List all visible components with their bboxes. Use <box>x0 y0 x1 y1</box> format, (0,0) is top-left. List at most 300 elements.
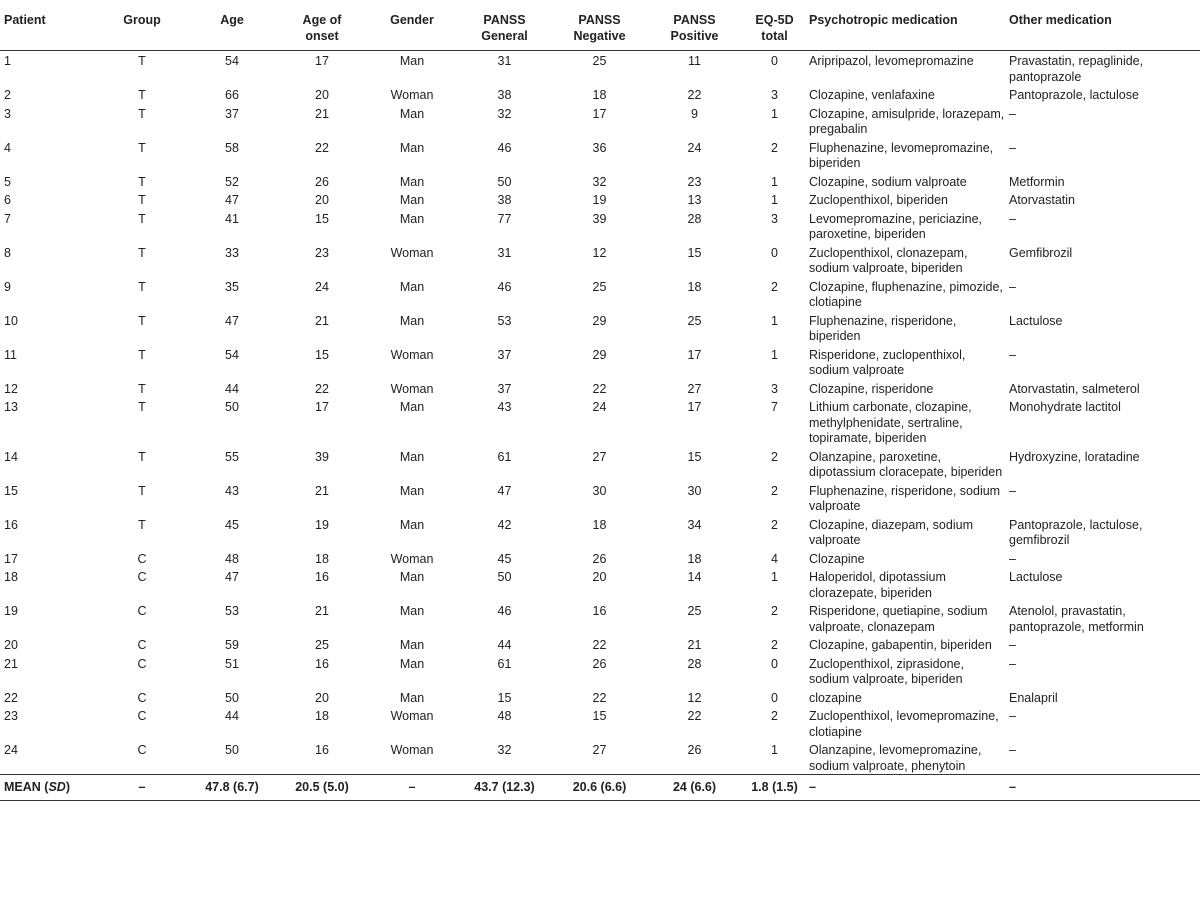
header-eq5d-total: EQ-5D total <box>755 13 794 43</box>
cell-psychotropic-medication: Zuclopenthixol, clonazepam, sodium valproate, biperiden <box>809 245 968 275</box>
cell-other-medication: – <box>1009 656 1016 671</box>
cell-panss-positive: 17 <box>687 400 702 414</box>
cell-eq5d-total: 1 <box>771 174 778 189</box>
cell-panss-negative: 15 <box>592 709 607 723</box>
cell-other-medication: Atenolol, pravastatin, pantoprazole, metformin <box>1009 604 1144 634</box>
cell-age-of-onset: 16 <box>315 570 329 584</box>
table-row <box>0 549 1200 568</box>
cell-age-of-onset: 20 <box>315 88 329 102</box>
mean-age: 47.8 (6.7) <box>205 780 259 794</box>
cell-other-medication: Gemfibrozil <box>1009 245 1073 260</box>
cell-panss-positive: 26 <box>687 743 702 757</box>
mean-panss-positive: 24 (6.6) <box>672 780 717 794</box>
header-group: Group <box>123 13 161 27</box>
cell-panss-positive: 15 <box>687 449 702 464</box>
table-row <box>0 706 1200 740</box>
cell-panss-general: 32 <box>497 743 512 757</box>
cell-age: 54 <box>225 347 239 362</box>
cell-other-medication: Atorvastatin, salmeterol <box>1009 381 1140 396</box>
cell-eq5d-total: 0 <box>771 690 778 705</box>
cell-panss-general: 38 <box>497 88 512 102</box>
table-row <box>0 601 1200 635</box>
cell-age: 53 <box>225 604 239 618</box>
cell-age: 66 <box>225 88 239 102</box>
cell-panss-negative: 26 <box>592 551 607 566</box>
cell-age: 48 <box>225 551 239 566</box>
cell-age-of-onset: 19 <box>315 517 329 532</box>
mean-age-of-onset: 20.5 (5.0) <box>295 780 349 794</box>
cell-eq5d-total: 1 <box>771 347 778 362</box>
cell-age-of-onset: 18 <box>315 551 329 566</box>
cell-panss-general: 50 <box>497 570 512 584</box>
cell-panss-negative: 22 <box>592 381 607 396</box>
cell-psychotropic-medication: Clozapine, diazepam, sodium valproate <box>809 517 973 547</box>
cell-gender: Man <box>399 106 425 121</box>
cell-age: 59 <box>225 638 239 652</box>
cell-eq5d-total: 2 <box>771 638 778 652</box>
cell-eq5d-total: 0 <box>771 54 778 68</box>
cell-age-of-onset: 21 <box>315 106 329 121</box>
cell-gender: Man <box>399 517 425 532</box>
cell-patient: 23 <box>4 709 18 723</box>
cell-age: 52 <box>225 174 239 189</box>
cell-psychotropic-medication: clozapine <box>809 690 862 705</box>
cell-age: 47 <box>225 193 239 207</box>
table-row <box>0 138 1200 172</box>
cell-panss-positive: 30 <box>687 483 702 498</box>
cell-group: T <box>138 517 146 532</box>
cell-psychotropic-medication: Clozapine, gabapentin, biperiden <box>809 638 992 652</box>
cell-patient: 15 <box>4 483 18 498</box>
cell-other-medication: Pantoprazole, lactulose <box>1009 88 1139 102</box>
cell-panss-general: 32 <box>497 106 512 121</box>
cell-group: T <box>138 211 146 226</box>
cell-age: 55 <box>225 449 239 464</box>
cell-panss-positive: 28 <box>687 656 702 671</box>
cell-group: T <box>138 347 146 362</box>
header-panss-positive: PANSS Positive <box>670 13 719 43</box>
cell-panss-general: 48 <box>497 709 512 723</box>
table-row <box>0 104 1200 138</box>
cell-group: C <box>137 638 147 652</box>
cell-other-medication: – <box>1009 638 1016 652</box>
table-row <box>0 740 1200 775</box>
cell-eq5d-total: 2 <box>771 709 778 723</box>
cell-psychotropic-medication: Aripripazol, levomepromazine <box>809 54 974 68</box>
cell-group: T <box>138 245 146 260</box>
cell-panss-general: 43 <box>497 400 512 414</box>
cell-eq5d-total: 3 <box>771 88 778 102</box>
cell-gender: Man <box>399 211 425 226</box>
cell-eq5d-total: 3 <box>771 381 778 396</box>
cell-panss-general: 47 <box>497 483 512 498</box>
cell-other-medication: – <box>1009 140 1016 155</box>
cell-panss-negative: 32 <box>592 174 607 189</box>
cell-gender: Man <box>399 483 425 498</box>
cell-other-medication: – <box>1009 743 1016 757</box>
cell-panss-positive: 18 <box>687 279 702 294</box>
cell-panss-general: 46 <box>497 604 512 618</box>
cell-group: C <box>137 743 147 757</box>
cell-group: T <box>138 381 146 396</box>
cell-other-medication: Lactulose <box>1009 570 1063 584</box>
cell-panss-negative: 27 <box>592 743 607 757</box>
cell-group: T <box>138 483 146 498</box>
cell-other-medication: – <box>1009 709 1016 723</box>
cell-eq5d-total: 1 <box>771 193 778 207</box>
cell-patient: 12 <box>4 381 18 396</box>
cell-gender: Man <box>399 570 425 584</box>
cell-other-medication: Monohydrate lactitol <box>1009 400 1121 414</box>
cell-psychotropic-medication: Clozapine, amisulpride, lorazepam, pregabalin <box>809 106 1005 136</box>
cell-other-medication: Pravastatin, repaglinide, pantoprazole <box>1009 54 1144 84</box>
table-row <box>0 172 1200 191</box>
cell-gender: Woman <box>390 551 434 566</box>
cell-age: 47 <box>225 313 239 328</box>
table-row <box>0 85 1200 104</box>
cell-patient: 6 <box>4 193 11 207</box>
cell-age-of-onset: 22 <box>315 140 329 155</box>
cell-gender: Man <box>399 690 425 705</box>
cell-gender: Man <box>399 638 425 652</box>
cell-panss-general: 53 <box>497 313 512 328</box>
cell-panss-general: 46 <box>497 279 512 294</box>
cell-psychotropic-medication: Clozapine, sodium valproate <box>809 174 967 189</box>
table-row <box>0 311 1200 345</box>
cell-group: T <box>138 174 146 189</box>
cell-panss-positive: 14 <box>687 570 702 584</box>
cell-eq5d-total: 0 <box>771 656 778 671</box>
mean-eq5d-total: 1.8 (1.5) <box>751 780 798 794</box>
cell-eq5d-total: 1 <box>771 570 778 584</box>
cell-panss-negative: 24 <box>592 400 607 414</box>
cell-panss-negative: 12 <box>592 245 607 260</box>
table-row <box>0 397 1200 447</box>
cell-panss-positive: 22 <box>687 88 702 102</box>
mean-row <box>0 775 1200 801</box>
cell-psychotropic-medication: Olanzapine, paroxetine, dipotassium cloracepate, biperiden <box>809 449 1003 479</box>
cell-age: 58 <box>225 140 239 155</box>
cell-panss-positive: 21 <box>687 638 702 652</box>
cell-psychotropic-medication: Clozapine, venlafaxine <box>809 88 935 102</box>
cell-group: T <box>138 88 146 102</box>
cell-gender: Woman <box>390 88 434 102</box>
cell-panss-negative: 29 <box>592 347 607 362</box>
cell-eq5d-total: 4 <box>771 551 778 566</box>
cell-panss-positive: 9 <box>691 106 698 121</box>
cell-other-medication: Atorvastatin <box>1009 193 1076 207</box>
cell-panss-negative: 22 <box>592 690 607 705</box>
cell-group: T <box>138 140 146 155</box>
cell-age: 44 <box>225 709 239 723</box>
cell-group: C <box>137 551 147 566</box>
table-row <box>0 379 1200 398</box>
cell-age-of-onset: 26 <box>315 174 329 189</box>
cell-panss-negative: 27 <box>592 449 607 464</box>
cell-age: 54 <box>225 54 239 68</box>
cell-other-medication: – <box>1009 279 1016 294</box>
cell-panss-positive: 13 <box>687 193 702 207</box>
header-psychotropic-medication: Psychotropic medication <box>809 13 958 27</box>
cell-other-medication: Pantoprazole, lactulose, gemfibrozil <box>1009 517 1143 547</box>
cell-age-of-onset: 16 <box>315 743 329 757</box>
cell-panss-negative: 20 <box>592 570 607 584</box>
cell-patient: 11 <box>4 347 17 362</box>
cell-psychotropic-medication: Risperidone, quetiapine, sodium valproate, clonazepam <box>809 604 988 634</box>
cell-age: 33 <box>225 245 239 260</box>
cell-gender: Man <box>399 313 425 328</box>
cell-gender: Man <box>399 140 425 155</box>
cell-panss-negative: 25 <box>592 54 607 68</box>
cell-panss-general: 15 <box>497 690 512 705</box>
cell-group: C <box>137 604 147 618</box>
cell-group: C <box>137 570 147 584</box>
cell-gender: Woman <box>390 245 434 260</box>
cell-age-of-onset: 15 <box>315 211 329 226</box>
cell-group: T <box>138 54 146 68</box>
table-row <box>0 243 1200 277</box>
cell-patient: 17 <box>4 551 18 566</box>
cell-other-medication: – <box>1009 551 1016 566</box>
cell-group: T <box>138 400 146 414</box>
cell-age: 37 <box>225 106 239 121</box>
cell-panss-general: 77 <box>497 211 512 226</box>
cell-panss-negative: 36 <box>592 140 607 155</box>
cell-psychotropic-medication: Olanzapine, levomepromazine, sodium valproate, phenytoin <box>809 743 982 773</box>
cell-gender: Woman <box>390 709 434 723</box>
cell-age: 41 <box>225 211 239 226</box>
cell-age-of-onset: 15 <box>315 347 329 362</box>
cell-panss-general: 38 <box>497 193 512 207</box>
cell-panss-positive: 28 <box>687 211 702 226</box>
cell-age: 50 <box>225 690 239 705</box>
cell-group: T <box>138 193 146 207</box>
cell-group: T <box>138 313 146 328</box>
cell-patient: 1 <box>4 54 11 68</box>
cell-group: C <box>137 709 147 723</box>
cell-gender: Man <box>399 400 425 414</box>
cell-panss-general: 61 <box>497 656 512 671</box>
cell-panss-general: 61 <box>497 449 512 464</box>
cell-panss-negative: 25 <box>592 279 607 294</box>
cell-other-medication: Lactulose <box>1009 313 1063 328</box>
cell-age-of-onset: 24 <box>315 279 329 294</box>
cell-patient: 19 <box>4 604 18 618</box>
cell-gender: Man <box>399 604 425 618</box>
cell-group: T <box>138 279 146 294</box>
cell-gender: Woman <box>390 743 434 757</box>
cell-age: 35 <box>225 279 239 294</box>
cell-panss-positive: 25 <box>687 313 702 328</box>
cell-age: 51 <box>225 656 239 671</box>
cell-gender: Man <box>399 193 425 207</box>
cell-panss-general: 37 <box>497 347 512 362</box>
cell-psychotropic-medication: Fluphenazine, risperidone, biperiden <box>809 313 957 343</box>
cell-patient: 5 <box>4 174 11 189</box>
cell-psychotropic-medication: Risperidone, zuclopenthixol, sodium valproate <box>809 347 966 377</box>
table-row <box>0 635 1200 654</box>
cell-other-medication: – <box>1009 347 1016 362</box>
cell-age-of-onset: 21 <box>315 313 329 328</box>
cell-patient: 20 <box>4 638 18 652</box>
cell-age-of-onset: 25 <box>315 638 329 652</box>
mean-group: – <box>138 780 146 794</box>
cell-psychotropic-medication: Clozapine, fluphenazine, pimozide, clotiapine <box>809 279 1003 309</box>
cell-group: C <box>137 690 147 705</box>
cell-patient: 3 <box>4 106 11 121</box>
cell-age-of-onset: 20 <box>315 690 329 705</box>
cell-patient: 21 <box>4 656 18 671</box>
cell-eq5d-total: 1 <box>771 106 778 121</box>
cell-eq5d-total: 3 <box>771 211 778 226</box>
cell-psychotropic-medication: Zuclopenthixol, ziprasidone, sodium valproate, biperiden <box>809 656 964 686</box>
cell-age-of-onset: 18 <box>315 709 329 723</box>
cell-eq5d-total: 0 <box>771 245 778 260</box>
cell-age-of-onset: 17 <box>315 54 329 68</box>
mean-label: MEAN (SD) <box>4 780 70 794</box>
cell-panss-positive: 18 <box>687 551 702 566</box>
cell-panss-positive: 17 <box>687 347 702 362</box>
cell-other-medication: – <box>1009 483 1016 498</box>
cell-panss-negative: 18 <box>592 517 607 532</box>
cell-patient: 2 <box>4 88 11 102</box>
table-header <box>0 0 1200 51</box>
cell-eq5d-total: 1 <box>771 313 778 328</box>
cell-group: C <box>137 656 147 671</box>
cell-eq5d-total: 2 <box>771 140 778 155</box>
table-row <box>0 277 1200 311</box>
cell-panss-positive: 27 <box>687 381 702 396</box>
mean-panss-negative: 20.6 (6.6) <box>572 780 627 794</box>
cell-panss-general: 37 <box>497 381 512 396</box>
cell-panss-general: 46 <box>497 140 512 155</box>
cell-age-of-onset: 20 <box>315 193 329 207</box>
cell-patient: 18 <box>4 570 18 584</box>
cell-gender: Woman <box>390 381 434 396</box>
cell-psychotropic-medication: Levomepromazine, periciazine, paroxetine, biperiden <box>809 211 983 241</box>
cell-panss-general: 31 <box>497 245 512 260</box>
cell-eq5d-total: 2 <box>771 449 778 464</box>
cell-panss-positive: 11 <box>688 54 701 68</box>
cell-patient: 13 <box>4 400 18 414</box>
cell-gender: Man <box>399 54 425 68</box>
header-panss-general: PANSS General <box>481 13 528 43</box>
cell-psychotropic-medication: Zuclopenthixol, levomepromazine, clotiapine <box>809 709 999 739</box>
table-row <box>0 515 1200 549</box>
cell-gender: Man <box>399 279 425 294</box>
table-row <box>0 209 1200 243</box>
cell-eq5d-total: 2 <box>771 604 778 618</box>
cell-panss-negative: 22 <box>592 638 607 652</box>
table-row <box>0 654 1200 688</box>
cell-psychotropic-medication: Haloperidol, dipotassium clorazepate, biperiden <box>809 570 946 600</box>
cell-panss-general: 31 <box>497 54 512 68</box>
cell-age-of-onset: 21 <box>315 483 329 498</box>
cell-eq5d-total: 7 <box>771 400 778 414</box>
cell-group: T <box>138 106 146 121</box>
cell-other-medication: Hydroxyzine, loratadine <box>1009 449 1140 464</box>
cell-other-medication: – <box>1009 211 1016 226</box>
cell-panss-negative: 18 <box>592 88 607 102</box>
cell-gender: Woman <box>390 347 434 362</box>
cell-panss-positive: 23 <box>687 174 702 189</box>
cell-panss-negative: 39 <box>592 211 607 226</box>
cell-age-of-onset: 17 <box>315 400 329 414</box>
cell-psychotropic-medication: Fluphenazine, levomepromazine, biperiden <box>809 140 994 170</box>
mean-gender: – <box>408 780 416 794</box>
cell-panss-negative: 19 <box>592 193 607 207</box>
cell-eq5d-total: 2 <box>771 517 778 532</box>
cell-panss-general: 50 <box>497 174 512 189</box>
cell-other-medication: Metformin <box>1009 174 1065 189</box>
mean-panss-general: 43.7 (12.3) <box>474 780 535 794</box>
cell-gender: Man <box>399 174 425 189</box>
cell-eq5d-total: 1 <box>771 743 778 757</box>
cell-age: 44 <box>225 381 239 396</box>
cell-other-medication: – <box>1009 106 1016 121</box>
cell-gender: Man <box>399 449 425 464</box>
cell-patient: 8 <box>4 245 11 260</box>
cell-group: T <box>138 449 146 464</box>
cell-psychotropic-medication: Clozapine, risperidone <box>809 381 934 396</box>
header-gender: Gender <box>390 13 434 27</box>
cell-psychotropic-medication: Lithium carbonate, clozapine, methylphenidate, sertraline, topiramate, biperiden <box>809 400 972 445</box>
table-row <box>0 51 1200 86</box>
table-row <box>0 447 1200 481</box>
cell-age: 50 <box>225 743 239 757</box>
cell-panss-negative: 26 <box>592 656 607 671</box>
mean-psychotropic-medication: – <box>809 780 816 794</box>
cell-patient: 22 <box>4 690 18 705</box>
header-panss-negative: PANSS Negative <box>573 13 626 43</box>
cell-patient: 4 <box>4 140 11 155</box>
cell-age-of-onset: 21 <box>315 604 329 618</box>
cell-panss-positive: 34 <box>687 517 702 532</box>
cell-patient: 14 <box>4 449 18 464</box>
cell-age-of-onset: 16 <box>315 656 329 671</box>
table-row <box>0 688 1200 707</box>
cell-panss-positive: 24 <box>687 140 702 155</box>
cell-patient: 9 <box>4 279 11 294</box>
table-row <box>0 567 1200 601</box>
cell-age: 47 <box>225 570 239 584</box>
cell-patient: 16 <box>4 517 18 532</box>
cell-psychotropic-medication: Fluphenazine, risperidone, sodium valproate <box>809 483 1001 513</box>
header-age-of-onset: Age of onset <box>302 13 342 43</box>
cell-eq5d-total: 2 <box>771 483 778 498</box>
table-body <box>0 51 1200 801</box>
cell-panss-negative: 29 <box>592 313 607 328</box>
cell-age-of-onset: 22 <box>315 381 329 396</box>
cell-panss-positive: 12 <box>687 690 702 705</box>
cell-psychotropic-medication: Zuclopenthixol, biperiden <box>809 193 948 207</box>
cell-patient: 7 <box>4 211 11 226</box>
cell-age: 43 <box>225 483 239 498</box>
cell-panss-positive: 15 <box>687 245 702 260</box>
table-row <box>0 345 1200 379</box>
cell-other-medication: Enalapril <box>1009 690 1058 705</box>
cell-panss-general: 42 <box>497 517 512 532</box>
cell-psychotropic-medication: Clozapine <box>809 551 865 566</box>
cell-panss-positive: 25 <box>687 604 702 618</box>
cell-age-of-onset: 39 <box>315 449 329 464</box>
cell-panss-negative: 17 <box>592 106 607 121</box>
table-row <box>0 481 1200 515</box>
cell-patient: 24 <box>4 743 18 757</box>
header-patient: Patient <box>4 13 46 27</box>
table-row <box>0 190 1200 209</box>
mean-other-medication: – <box>1009 780 1016 794</box>
